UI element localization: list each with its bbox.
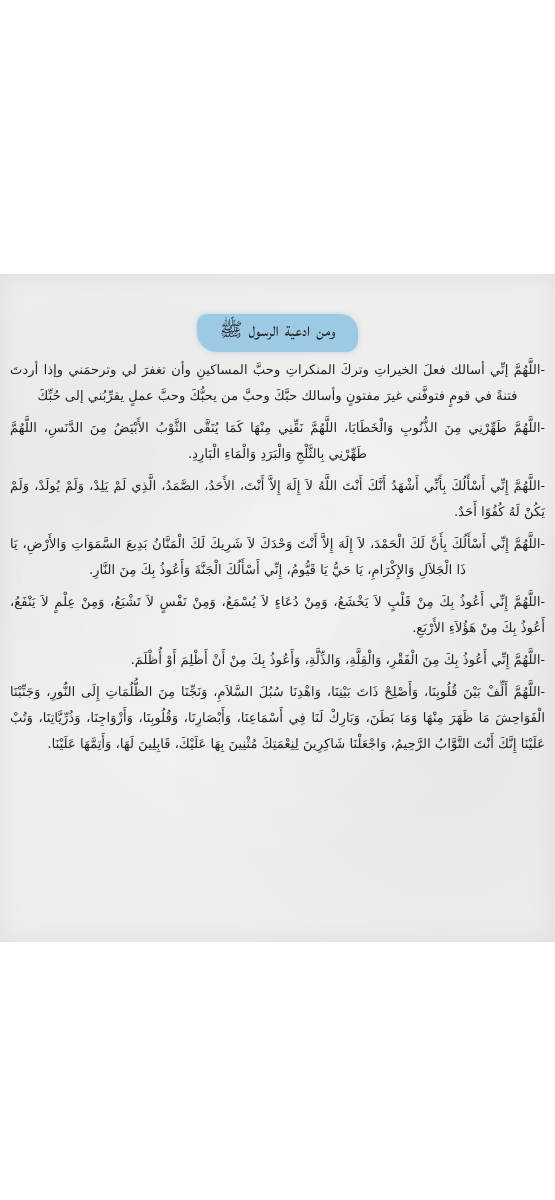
duaa-paragraph: -اللَّهُمَّ إِنِّي أَعُوذُ بِكَ مِنَ الْفَقْرِ، وَالْقِلَّةِ، وَالذِّلَّةِ، وَأَعُوذُ بِكَ مِنْ أَنْ أَظْلِمَ أَوْ أُظْلَمَ. bbox=[130, 653, 545, 668]
book-page-photo[interactable] bbox=[0, 274, 555, 942]
duaa-paragraph: -اللَّهُمَّ إنِّي أسالك فعلَ الخيراتِ وتركَ المنكراتِ وحبَّ المساكينِ وأن تغفرَ لي وترحمَني وإذا أردتَ فتنةً في قومٍ فتوفَّني غيرَ مفتونٍ وأسالك حبَّكَ وحبَّ من يحبُّكَ وحبَّ عملٍ يقرِّبُني إلى حُبِّكَ bbox=[10, 363, 545, 404]
page-title: ومن ادعية الرسول ﷺ bbox=[219, 319, 336, 341]
duaa-list bbox=[10, 358, 545, 764]
duaa-paragraph: -اللَّهُمَّ طَهِّرْنِي مِنَ الذُّنُوبِ وَالْخَطَايَا، اللَّهُمَّ نَقِّنِي مِنْهَا كَمَا يُنَقَّى الثَّوْبُ الأَبْيَضُ مِنَ الدَّنَسِ، اللَّهُمَّ طَهِّرْنِي بِالثَّلْجِ وَالْبَرَدِ وَالْمَاءِ الْبَارِدِ. bbox=[10, 421, 545, 462]
duaa-paragraph: -اللَّهُمَّ أَلِّفْ بَيْنَ قُلُوبِنَا، وَأَصْلِحْ ذَاتَ بَيْنِنَا، وَاهْدِنَا سُبُلَ السَّلاَمِ، وَنَجِّنَا مِنَ الظُّلُمَاتِ إِلَى النُّورِ، وَجَنِّبْنَا الْفَوَاحِشَ مَا ظَهَرَ مِنْهَا وَمَا بَطَنَ، وَبَارِكْ لَنَا فِي أَسْمَاعِنَا، وَأَبْصَارِنَا، وَقُلُوبِنَا، وَأَزْوَاجِنَا، وَذُرِّيَّاتِنَا، وَتُبْ عَلَيْنَا إِنَّكَ أَنْتَ التَّوَّابُ الرَّحِيمُ، وَاجْعَلْنَا شَاكِرِينَ لِنِعْمَتِكَ مُثْنِينَ بِهَا عَلَيْكَ، قَابِلِينَ لَهَا، وَأَتِمَّهَا عَلَيْنَا. bbox=[10, 685, 545, 752]
duaa-paragraph: -اللَّهُمَّ إِنِّي أَسْأَلُكَ بِأَنِّي أَشْهَدُ أَنَّكَ أَنْتَ اللَّهُ لاَ إِلَهَ إِلاَّ أَنْتَ، الأَحَدُ، الصَّمَدُ، الَّذِي لَمْ يَلِدْ، وَلَمْ يُولَدْ، وَلَمْ يَكُنْ لَهُ كُفُوًا أَحَدٌ. bbox=[10, 479, 545, 520]
duaa-paragraph: -اللَّهُمَّ إِنِّي أَعُوذُ بِكَ مِنْ قَلْبٍ لاَ يَخْشَعُ، وَمِنْ دُعَاءٍ لاَ يُسْمَعُ، وَمِنْ نَفْسٍ لاَ تَشْبَعُ، وَمِنْ عِلْمٍ لاَ يَنْفَعُ، أَعُوذُ بِكَ مِنْ هَؤُلاَءِ الأَرْبَعِ. bbox=[10, 595, 545, 636]
page-title-container bbox=[0, 314, 555, 352]
title-highlight bbox=[197, 314, 357, 352]
duaa-paragraph: -اللَّهُمَّ إِنِّي أَسْأَلُكَ بِأَنَّ لَكَ الْحَمْدَ، لاَ إِلَهَ إِلاَّ أَنْتَ وَحْدَكَ لاَ شَرِيكَ لَكَ الْمَنَّانُ بَدِيعَ السَّمَوَاتِ وَالأَرْضِ، يَا ذَا الْجَلاَلِ وَالإِكْرَامِ، يَا حَيُّ يَا قَيُّومُ، إِنِّي أَسْأَلُكَ الْجَنَّةَ وَأَعُوذُ بِكَ مِنَ النَّارِ. bbox=[10, 537, 545, 578]
